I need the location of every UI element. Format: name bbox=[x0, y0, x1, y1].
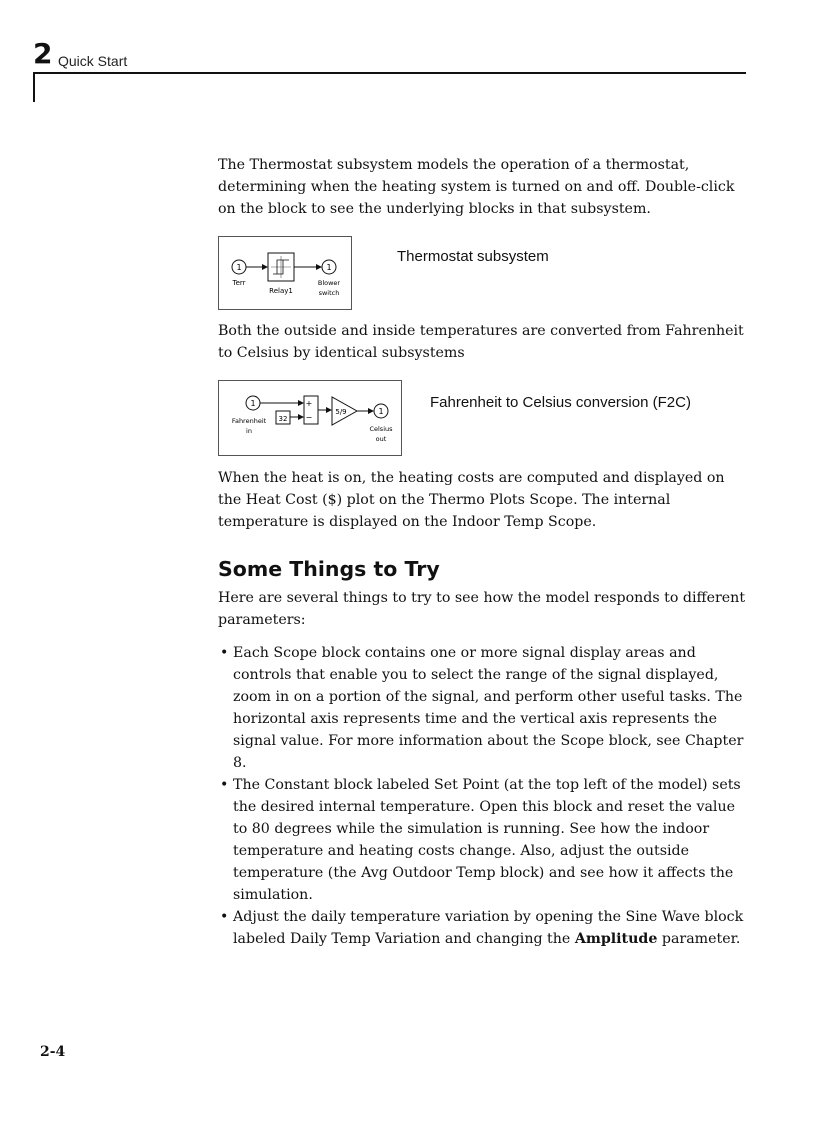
out-port-label-2: switch bbox=[318, 289, 340, 297]
chapter-number: 2 bbox=[33, 37, 53, 70]
in-port-number: 1 bbox=[236, 263, 242, 272]
bullet-list bbox=[218, 642, 748, 950]
section-heading: Some Things to Try bbox=[218, 557, 440, 581]
bullet-symbol: • bbox=[220, 645, 229, 661]
bullet-text-sine-after: parameter. bbox=[657, 931, 741, 947]
in-port-label-2: in bbox=[246, 427, 252, 435]
out-port-label-2: out bbox=[375, 435, 387, 443]
f2c-diagram bbox=[219, 381, 401, 455]
bullet-text-sine-before: Adjust the daily temperature variation by opening the Sine Wave block labeled Daily Temp Variation and changing the bbox=[233, 909, 744, 947]
figure-caption-f2c: Fahrenheit to Celsius conversion (F2C) bbox=[430, 394, 691, 411]
out-port-number: 1 bbox=[326, 263, 332, 272]
list-item bbox=[218, 906, 748, 950]
out-port-label-1: Celsius bbox=[369, 425, 393, 433]
constant-value: 32 bbox=[278, 415, 288, 423]
bullet-text-scope: Each Scope block contains one or more signal display areas and controls that enable you to select the range of the signal displayed, zoom in on a portion of the signal, and perform other useful tasks. The horizontal axis represents time and the vertical axis represents the signal value. For more information about the Scope block, see Chapter 8. bbox=[233, 645, 744, 771]
figure-caption-thermostat: Thermostat subsystem bbox=[397, 248, 549, 265]
paragraph-heat-cost: When the heat is on, the heating costs are computed and displayed on the Heat Cost ($) plot on the Thermo Plots Scope. The internal temperature is displayed on the Indoor Temp Scope. bbox=[218, 470, 725, 530]
paragraph-conversion-intro: Both the outside and inside temperatures are converted from Fahrenheit to Celsius by identical subsystems bbox=[218, 323, 744, 361]
sum-minus: − bbox=[305, 413, 313, 422]
figure-thermostat-subsystem bbox=[218, 236, 352, 310]
figure-f2c-subsystem bbox=[218, 380, 402, 456]
bullet-text-constant: The Constant block labeled Set Point (at the top left of the model) sets the desired internal temperature. Open this block and reset the value to 80 degrees while the simulation is running. See how the indoor temperature and heating costs change. Also, adjust the outside temperature (the Avg Outdoor Temp block) and see how it affects the simulation. bbox=[233, 777, 741, 903]
list-item bbox=[218, 642, 748, 774]
gain-value: 5/9 bbox=[335, 408, 347, 416]
list-item bbox=[218, 774, 748, 906]
chapter-title: Quick Start bbox=[58, 53, 128, 69]
in-port-label-1: Fahrenheit bbox=[231, 417, 267, 425]
out-port-label-1: Blower bbox=[317, 279, 341, 287]
bullet-text-amplitude: Amplitude bbox=[574, 931, 658, 947]
in-port-number: 1 bbox=[250, 399, 256, 408]
paragraph-thermostat-intro: The Thermostat subsystem models the operation of a thermostat, determining when the heating system is turned on and off. Double-click on the block to see the underlying blocks in that subsystem. bbox=[218, 157, 735, 217]
thermostat-diagram bbox=[219, 237, 351, 309]
out-port-number: 1 bbox=[378, 407, 384, 416]
paragraph-things-intro: Here are several things to try to see how the model responds to different parameters: bbox=[218, 590, 746, 628]
bullet-symbol: • bbox=[220, 777, 229, 793]
in-port-label: Terr bbox=[232, 279, 246, 287]
bullet-symbol: • bbox=[220, 909, 229, 925]
relay-label: Relay1 bbox=[269, 287, 293, 295]
header-tick bbox=[33, 72, 35, 102]
page-number: 2-4 bbox=[40, 1044, 66, 1060]
sum-plus: + bbox=[305, 399, 313, 408]
header-rule bbox=[33, 72, 746, 74]
